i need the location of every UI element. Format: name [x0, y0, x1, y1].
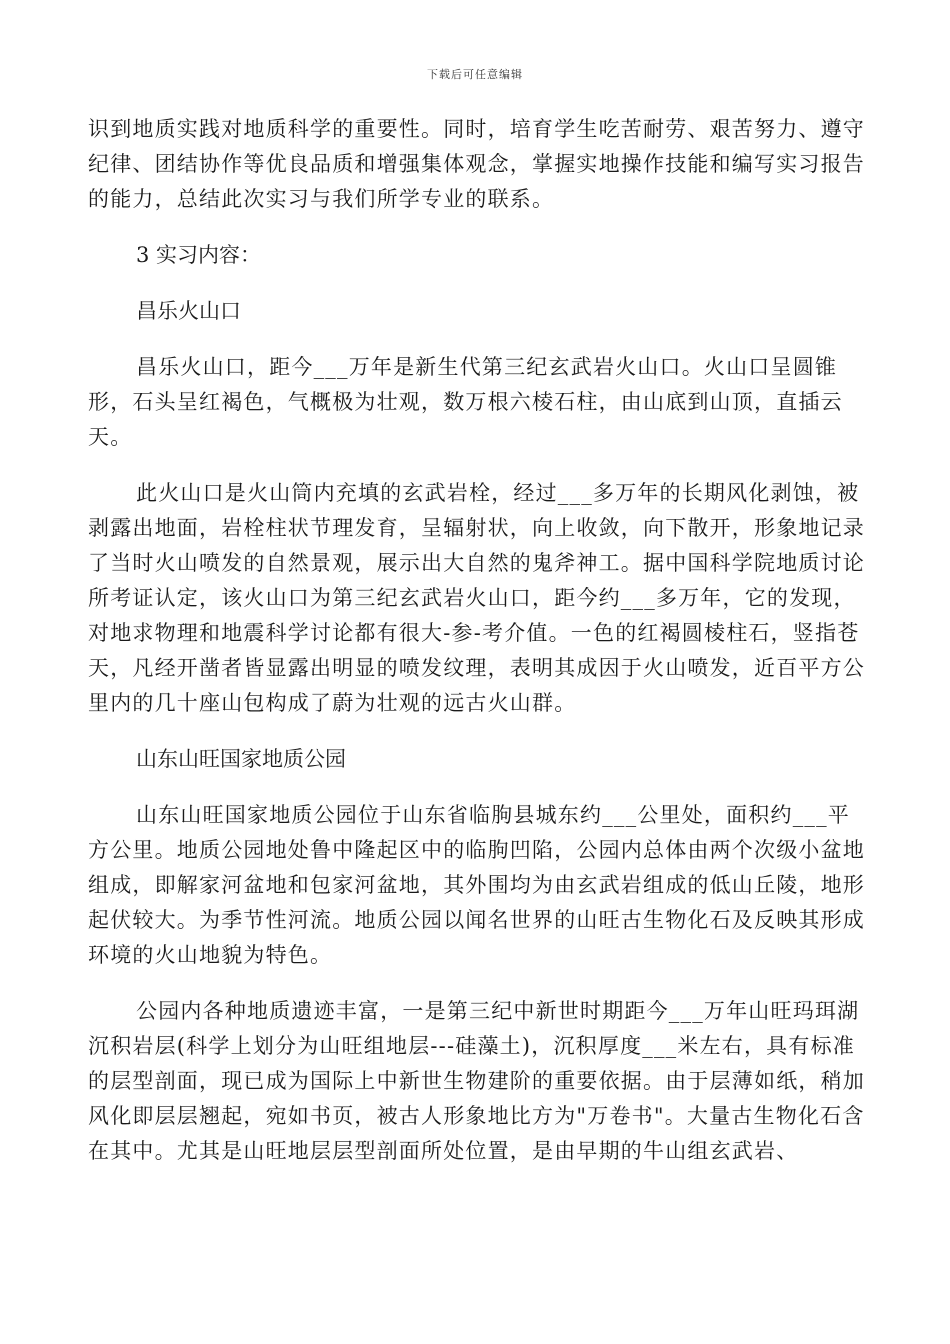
paragraph-shanwang-1: 山东山旺国家地质公园位于山东省临朐县城东约___公里处，面积约___平方公里。地质公园地处鲁中隆起区中的临朐凹陷，公园内总体由两个次级小盆地组成，即解家河盆地和包家河盆地，其外围均为由玄武岩组成的低山丘陵，地形起伏较大。为季节性河流。地质公园以闻名世界的山旺古生物化石及反映其形成环境的火山地貌为特色。	[88, 803, 865, 967]
subsection-title-changle: 昌乐火山口	[136, 299, 241, 323]
paragraph-changle-2: 此火山口是火山筒内充填的玄武岩栓，经过___多万年的长期风化剥蚀，被剥露出地面，岩栓柱状节理发育，呈辐射状，向上收敛，向下散开，形象地记录了当时火山喷发的自然景观，展示出大自然的鬼斧神工。据中国科学院地质讨论所考证认定，该火山口为第三纪玄武岩火山口，距今约___多万年，它的发现，对地求物理和地震科学讨论都有很大-参-考介值。一色的红褐圆棱柱石，竖指苍天，凡经开凿者皆显露出明显的喷发纹理，表明其成因于火山喷发，近百平方公里内的几十座山包构成了蔚为壮观的远古火山群。	[88, 481, 865, 715]
document-body	[88, 112, 868, 1169]
page-header-note: 下载后可任意编辑	[427, 68, 523, 81]
paragraph-changle-1: 昌乐火山口，距今___万年是新生代第三纪玄武岩火山口。火山口呈圆锥形，石头呈红褐色，气概极为壮观，数万根六棱石柱，由山底到山顶，直插云天。	[88, 355, 843, 449]
subsection-title-shanwang: 山东山旺国家地质公园	[136, 747, 346, 771]
paragraph-shanwang-2: 公园内各种地质遗迹丰富，一是第三纪中新世时期距今___万年山旺玛珥湖沉积岩层(科学上划分为山旺组地层---硅藻土)，沉积厚度___米左右，具有标准的层型剖面，现已成为国际上中新世生物建阶的重要依据。由于层薄如纸，稍加风化即层层翘起，宛如书页，被古人形象地比方为"万卷书"。大量古生物化石含在其中。尤其是山旺地层层型剖面所处位置，是由早期的牛山组玄武岩、	[88, 999, 865, 1163]
section-heading: 3 实习内容：	[136, 243, 262, 267]
paragraph-objectives: 识到地质实践对地质科学的重要性。同时，培育学生吃苦耐劳、艰苦努力、遵守纪律、团结协作等优良品质和增强集体观念，掌握实地操作技能和编写实习报告的能力，总结此次实习与我们所学专业的联系。	[88, 117, 865, 211]
